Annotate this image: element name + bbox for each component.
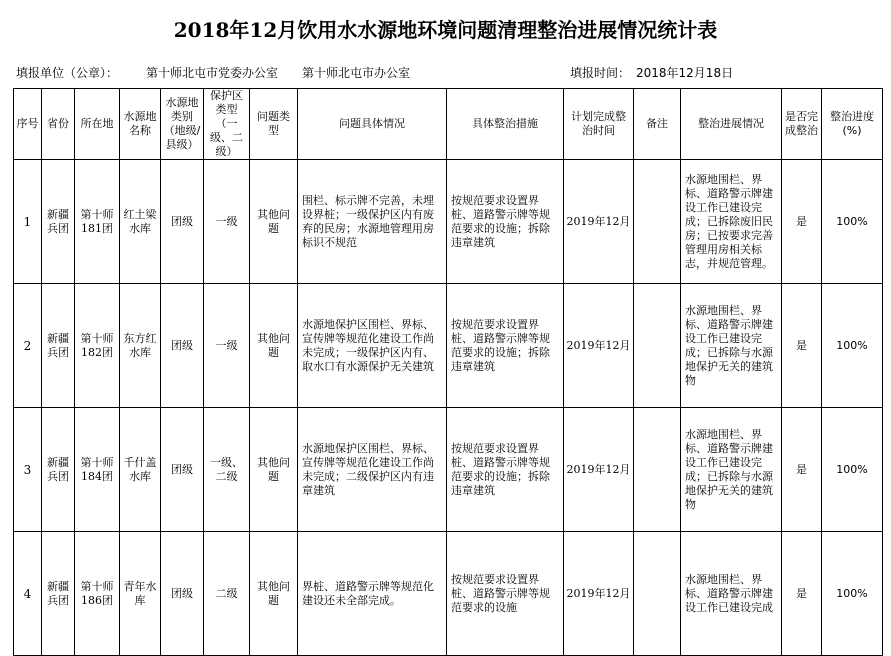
- cell-province: 新疆兵团: [42, 160, 75, 284]
- cell-source-type: 团级: [161, 408, 204, 532]
- cell-issue-desc: 围栏、标示牌不完善，未埋设界桩；一级保护区内有废弃的民房；水源地管理用房标识不规范: [298, 160, 447, 284]
- cell-zone-type: 二级: [204, 532, 250, 656]
- header-issue-desc: 问题具体情况: [298, 89, 447, 160]
- cell-progress-pct: 100%: [822, 408, 883, 532]
- cell-seq: 3: [14, 408, 42, 532]
- cell-province: 新疆兵团: [42, 408, 75, 532]
- header-plan-time: 计划完成整治时间: [564, 89, 634, 160]
- table-row: [14, 160, 883, 284]
- cell-plan-time: 2019年12月: [564, 408, 634, 532]
- cell-province: 新疆兵团: [42, 284, 75, 408]
- header-zone-type: 保护区类型（一级、二级）: [204, 89, 250, 160]
- reporting-unit-label: 填报单位（公章）：: [16, 66, 119, 80]
- cell-issue-desc: 水源地保护区围栏、界标、宣传牌等规范化建设工作尚未完成；一级保护区内有、取水口有水源保护无关建筑: [298, 284, 447, 408]
- cell-plan-time: 2019年12月: [564, 532, 634, 656]
- cell-done: 是: [782, 160, 822, 284]
- header-seq: 序号: [14, 89, 42, 160]
- cell-source-type: 团级: [161, 284, 204, 408]
- cell-location: 第十师184团: [75, 408, 120, 532]
- report-date-label: 填报时间：: [570, 66, 631, 80]
- table-row: [14, 408, 883, 532]
- cell-plan-time: 2019年12月: [564, 284, 634, 408]
- cell-issue-type: 其他问题: [250, 408, 298, 532]
- cell-done: 是: [782, 284, 822, 408]
- cell-plan-time: 2019年12月: [564, 160, 634, 284]
- cell-province: 新疆兵团: [42, 532, 75, 656]
- cell-source-name: 青年水库: [120, 532, 161, 656]
- table-header-row: [14, 89, 883, 160]
- cell-progress-pct: 100%: [822, 160, 883, 284]
- cell-remark: [634, 284, 681, 408]
- cell-zone-type: 一级: [204, 160, 250, 284]
- cell-progress-desc: 水源地围栏、界标、道路警示牌建设工作已建设完成: [681, 532, 782, 656]
- reporting-unit-value: 第十师北屯市党委办公室 第十师北屯市办公室: [146, 66, 411, 80]
- cell-remark: [634, 408, 681, 532]
- cell-source-type: 团级: [161, 160, 204, 284]
- cell-issue-type: 其他问题: [250, 532, 298, 656]
- cell-progress-desc: 水源地围栏、界标、道路警示牌建设工作已建设完成；已拆除废旧民房；已按要求完善管理用房相关标志，并规范管理。: [681, 160, 782, 284]
- cell-measures: 按规范要求设置界桩、道路警示牌等规范要求的设施；拆除违章建筑: [447, 160, 564, 284]
- cell-done: 是: [782, 408, 822, 532]
- cell-issue-type: 其他问题: [250, 160, 298, 284]
- cell-issue-type: 其他问题: [250, 284, 298, 408]
- cell-issue-desc: 界桩、道路警示牌等规范化建设还未全部完成。: [298, 532, 447, 656]
- cell-zone-type: 一级: [204, 284, 250, 408]
- cell-measures: 按规范要求设置界桩、道路警示牌等规范要求的设施；拆除违章建筑: [447, 284, 564, 408]
- page-title: 2018年12月饮用水水源地环境问题清理整治进展情况统计表: [173, 18, 718, 42]
- cell-progress-pct: 100%: [822, 532, 883, 656]
- header-progress-desc: 整治进展情况: [681, 89, 782, 160]
- cell-seq: 2: [14, 284, 42, 408]
- cell-progress-desc: 水源地围栏、界标、道路警示牌建设工作已建设完成；已拆除与水源地保护无关的建筑物: [681, 408, 782, 532]
- cell-location: 第十师186团: [75, 532, 120, 656]
- cell-remark: [634, 532, 681, 656]
- cell-measures: 按规范要求设置界桩、道路警示牌等规范要求的设施: [447, 532, 564, 656]
- report-date-value: 2018年12月18日: [636, 66, 734, 80]
- cell-source-name: 千什盖水库: [120, 408, 161, 532]
- cell-progress-desc: 水源地围栏、界标、道路警示牌建设工作已建设完成；已拆除与水源地保护无关的建筑物: [681, 284, 782, 408]
- cell-remark: [634, 160, 681, 284]
- cell-location: 第十师181团: [75, 160, 120, 284]
- cell-zone-type: 一级、二级: [204, 408, 250, 532]
- cell-seq: 4: [14, 532, 42, 656]
- cell-progress-pct: 100%: [822, 284, 883, 408]
- header-source-name: 水源地名称: [120, 89, 161, 160]
- header-province: 省份: [42, 89, 75, 160]
- header-measures: 具体整治措施: [447, 89, 564, 160]
- cell-issue-desc: 水源地保护区围栏、界标、宣传牌等规范化建设工作尚未完成；二级保护区内有违章建筑: [298, 408, 447, 532]
- cell-source-type: 团级: [161, 532, 204, 656]
- cell-done: 是: [782, 532, 822, 656]
- cell-source-name: 东方红水库: [120, 284, 161, 408]
- statistics-table: [13, 88, 883, 656]
- cell-measures: 按规范要求设置界桩、道路警示牌等规范要求的设施；拆除违章建筑: [447, 408, 564, 532]
- cell-location: 第十师182团: [75, 284, 120, 408]
- header-issue-type: 问题类型: [250, 89, 298, 160]
- header-progress-pct: 整治进度(%): [822, 89, 883, 160]
- table-row: [14, 284, 883, 408]
- header-done: 是否完成整治: [782, 89, 822, 160]
- header-remark: 备注: [634, 89, 681, 160]
- table-row: [14, 532, 883, 656]
- header-location: 所在地: [75, 89, 120, 160]
- cell-seq: 1: [14, 160, 42, 284]
- header-source-type: 水源地类别（地级/县级）: [161, 89, 204, 160]
- cell-source-name: 红土梁水库: [120, 160, 161, 284]
